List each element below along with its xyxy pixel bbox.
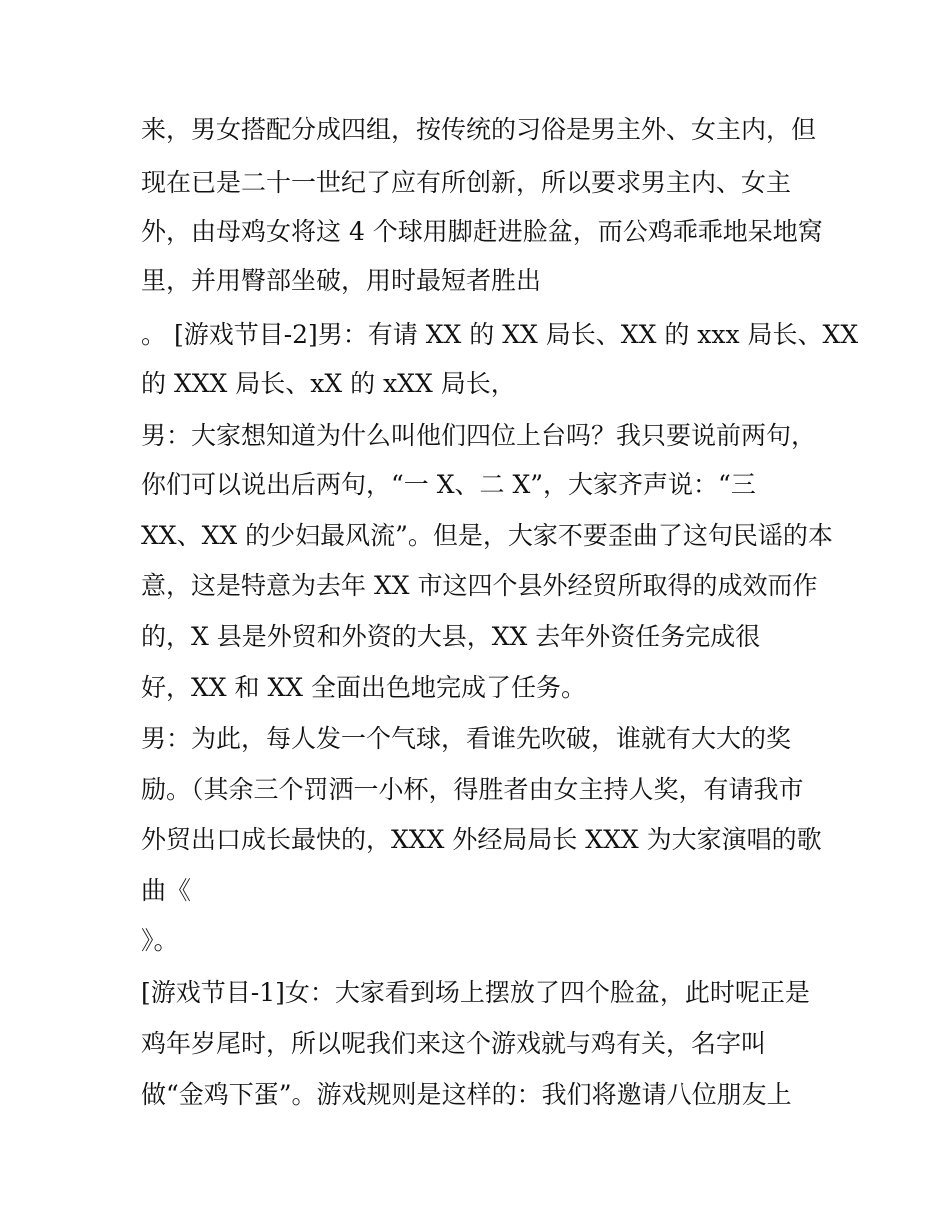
text-line-11: 的，X 县是外贸和外资的大县，XX 去年外资任务完成很 [141,622,761,651]
text-line-14: 励。（其余三个罚洒一小杯，得胜者由女主持人奖，有请我市 [141,775,804,804]
text-line-9: XX、XX 的少妇最风流”。但是，大家不要歪曲了这句民谣的本 [141,521,833,550]
text-line-19: 鸡年岁尾时，所以呢我们来这个游戏就与鸡有关，名字叫 [141,1029,767,1058]
text-line-8: 你们可以说出后两句，“一 X、二 X”，大家齐声说：“三 [141,470,756,499]
text-line-20: 做“金鸡下蛋”。游戏规则是这样的：我们将邀请八位朋友上 [141,1080,792,1109]
text-line-12: 好，XX 和 XX 全面出色地完成了任务。 [141,673,587,702]
text-line-5: 。 [游戏节目-2]男：有请 XX 的 XX 局长、XX 的 xxx 局长、XX [141,320,859,349]
text-line-2: 现在已是二十一世纪了应有所创新，所以要求男主内、女主 [141,168,792,197]
text-line-18: [游戏节目-1]女：大家看到场上摆放了四个脸盆，此时呢正是 [141,978,810,1007]
text-line-10: 意，这是特意为去年 XX 市这四个县外经贸所取得的成效而作 [141,571,818,600]
text-line-17: 》。 [141,926,179,955]
text-line-7: 男：大家想知道为什么叫他们四位上台吗？我只要说前两句， [141,421,817,450]
text-line-15: 外贸出口成长最快的，XXX 外经局局长 XXX 为大家演唱的歌 [141,825,822,854]
text-line-3: 外，由母鸡女将这 4 个球用脚赶进脸盆，而公鸡乖乖地呆地窝 [141,217,823,246]
text-line-13: 男：为此，每人发一个气球，看谁先吹破，谁就有大大的奖 [141,724,792,753]
text-line-16: 曲《 [141,876,192,905]
text-line-4: 里，并用臀部坐破，用时最短者胜出 [141,266,542,295]
text-line-6: 的 XXX 局长、xX 的 xXX 局长， [141,369,516,398]
text-line-1: 来，男女搭配分成四组，按传统的习俗是男主外、女主内，但 [141,115,817,144]
